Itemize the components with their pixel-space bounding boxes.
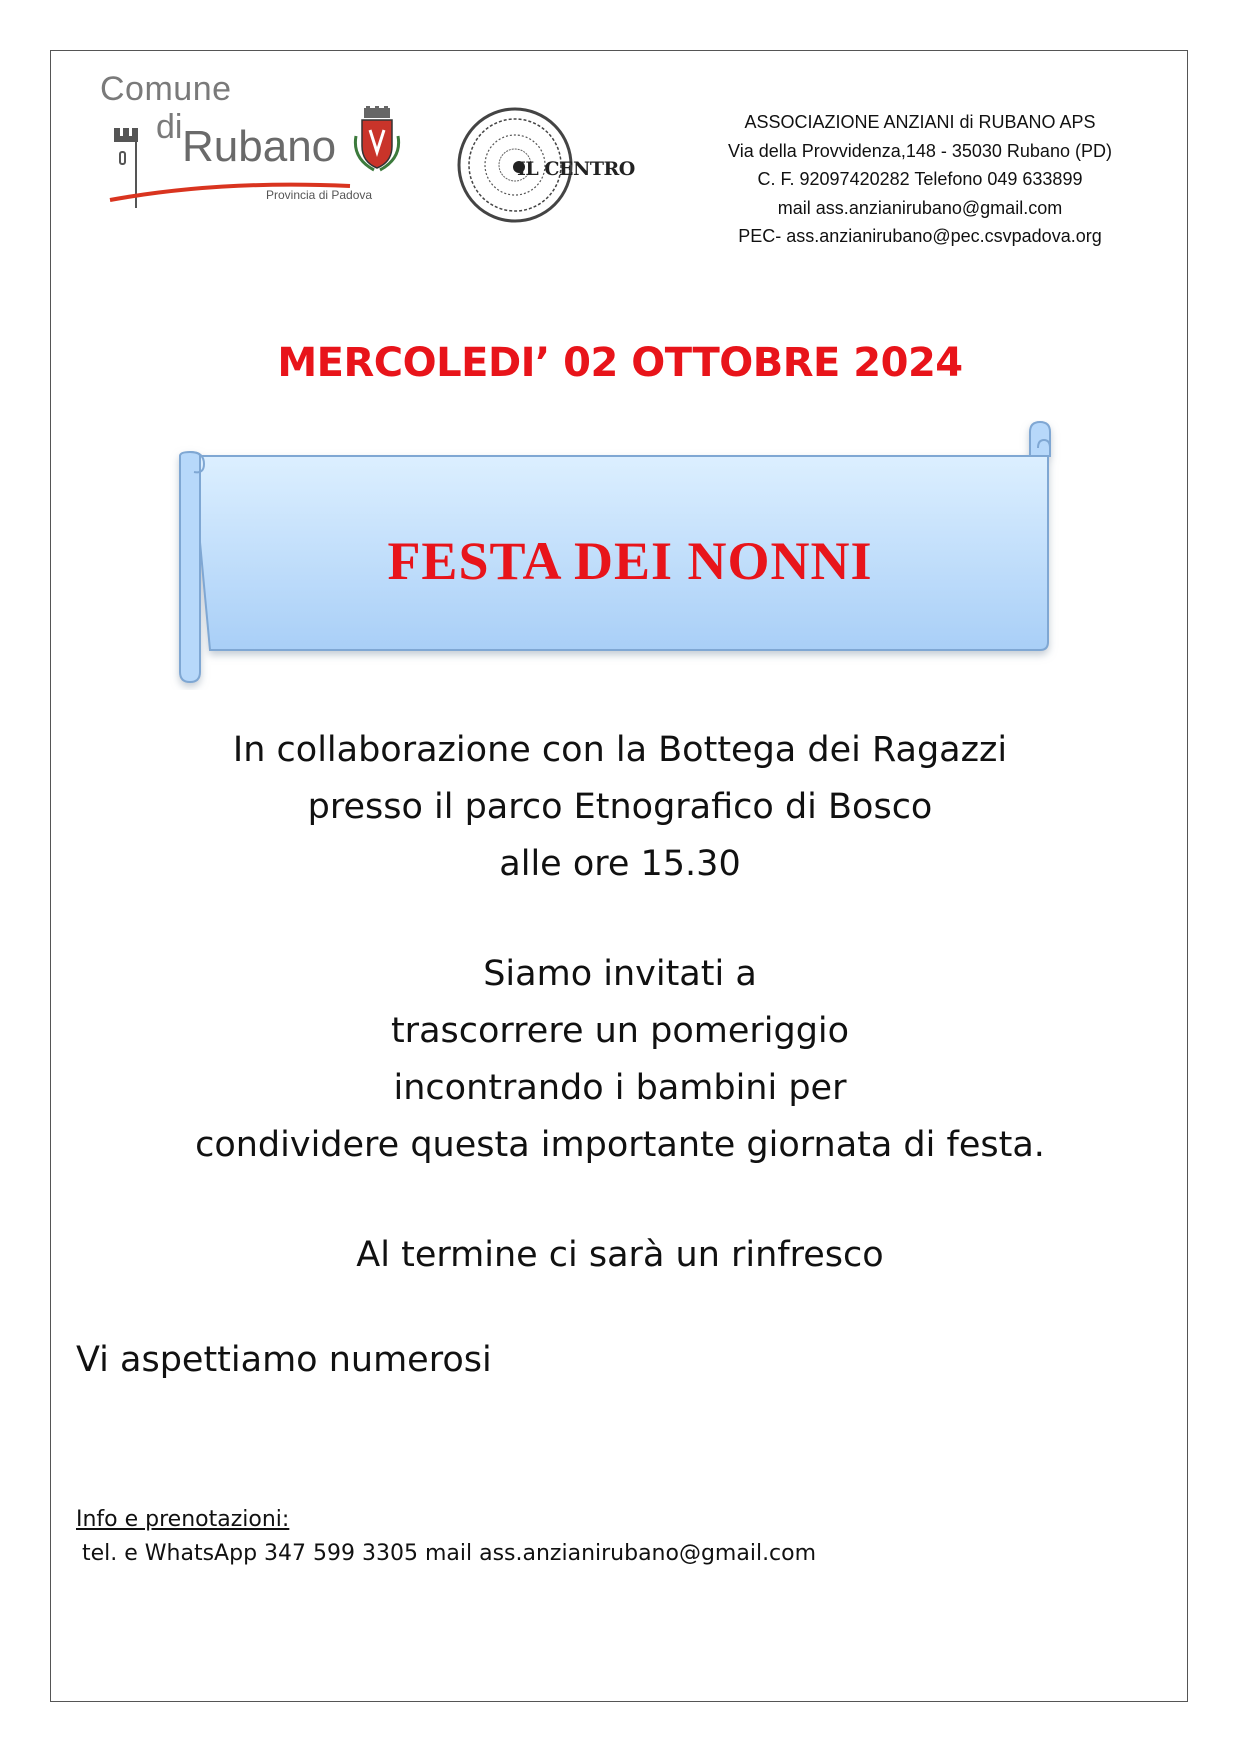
association-fiscal-phone: C. F. 92097420282 Telefono 049 633899	[757, 169, 1083, 189]
stamp-label: IL CENTRO	[517, 158, 635, 180]
logo-line-di: di	[156, 108, 183, 146]
info-label: Info e prenotazioni:	[76, 1507, 290, 1532]
refreshment-line: Al termine ci sarà un rinfresco	[356, 1235, 884, 1275]
invitation-line-1: Siamo invitati a	[483, 954, 757, 994]
association-name: ASSOCIAZIONE ANZIANI di RUBANO APS	[744, 112, 1096, 132]
event-title: FESTA DEI NONNI	[387, 531, 873, 591]
invitation-line-3: incontrando i bambini per	[393, 1068, 847, 1108]
details-line-1: In collaborazione con la Bottega dei Ragazzi	[232, 730, 1008, 770]
invitation-text	[0, 946, 1240, 1174]
comune-rubano-logo	[100, 70, 420, 220]
details-line-3: alle ore 15.30	[499, 844, 741, 884]
coat-of-arms-icon	[352, 106, 402, 176]
event-details	[0, 722, 1240, 893]
logo-line-comune: Comune	[100, 70, 232, 108]
details-line-2: presso il parco Etnografico di Bosco	[307, 787, 933, 827]
invitation-line-4: condividere questa importante giornata di festa.	[195, 1125, 1045, 1165]
il-centro-stamp	[445, 100, 655, 230]
logo-province: Provincia di Padova	[266, 188, 373, 202]
association-address: Via della Provvidenza,148 - 35030 Rubano (PD)	[728, 140, 1112, 161]
association-pec: PEC- ass.anzianirubano@pec.csvpadova.org	[738, 226, 1102, 246]
invitation-line-2: trascorrere un pomeriggio	[390, 1011, 850, 1051]
event-date: MERCOLEDI’ 02 OTTOBRE 2024	[277, 340, 963, 386]
info-contact: tel. e WhatsApp 347 599 3305 mail ass.anzianirubano@gmail.com	[82, 1541, 817, 1566]
closing-text: Vi aspettiamo numerosi	[76, 1340, 492, 1380]
refreshment-text	[0, 1227, 1240, 1284]
association-header	[680, 108, 1160, 251]
logo-line-rubano: Rubano	[182, 122, 337, 171]
association-mail: mail ass.anzianirubano@gmail.com	[777, 197, 1063, 218]
